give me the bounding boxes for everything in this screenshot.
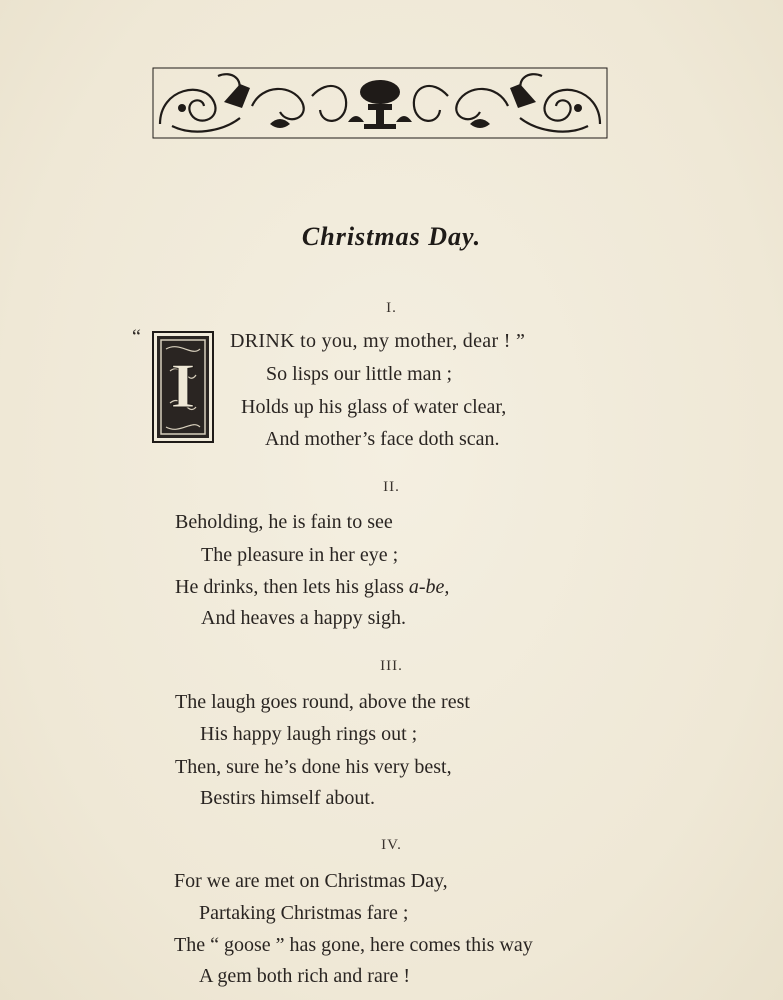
stanza-2-line-4: And heaves a happy sigh. — [201, 607, 406, 629]
stanza-numeral: I. — [386, 300, 397, 316]
stanza-2-line-1: Beholding, he is fain to see — [175, 511, 393, 533]
italic-word: a-be, — [408, 576, 450, 598]
stanza-2-line-2: The pleasure in her eye ; — [201, 544, 399, 566]
stanza-2-line-3 — [175, 576, 449, 599]
stanza-3-line-2: His happy laugh rings out ; — [200, 723, 418, 745]
drop-cap-initial-icon — [152, 331, 214, 443]
stanza-1-line-4: And mother’s face doth scan. — [265, 428, 500, 450]
stanza-4-line-1: For we are met on Christmas Day, — [174, 870, 448, 892]
stanza-4-line-2: Partaking Christmas fare ; — [199, 902, 409, 924]
drop-cap-letter: I — [170, 350, 196, 421]
stanza-3-line-3: Then, sure he’s done his very best, — [175, 756, 452, 778]
stanza-numeral: III. — [380, 658, 403, 674]
stanza-1-line-3: Holds up his glass of water clear, — [241, 396, 507, 418]
stanza-4-line-4: A gem both rich and rare ! — [199, 965, 411, 987]
stanza-4-line-3: The “ goose ” has gone, here comes this way — [174, 934, 533, 956]
poem-title: Christmas Day. — [301, 222, 482, 251]
stanza-3-line-4: Bestirs himself about. — [200, 787, 375, 809]
stanza-1-line-2: So lisps our little man ; — [266, 363, 453, 385]
stanza-1-line-1: DRINK to you, my mother, dear ! ” — [230, 330, 526, 352]
opening-quote-mark: “ — [132, 326, 141, 348]
stanza-numeral: II. — [383, 479, 400, 495]
stanza-2-line-3-text: He drinks, then lets his glass — [175, 576, 404, 598]
stanza-numeral: IV. — [381, 837, 402, 853]
ornamental-headpiece-icon — [152, 66, 608, 140]
stanza-3-line-1: The laugh goes round, above the rest — [175, 691, 470, 713]
